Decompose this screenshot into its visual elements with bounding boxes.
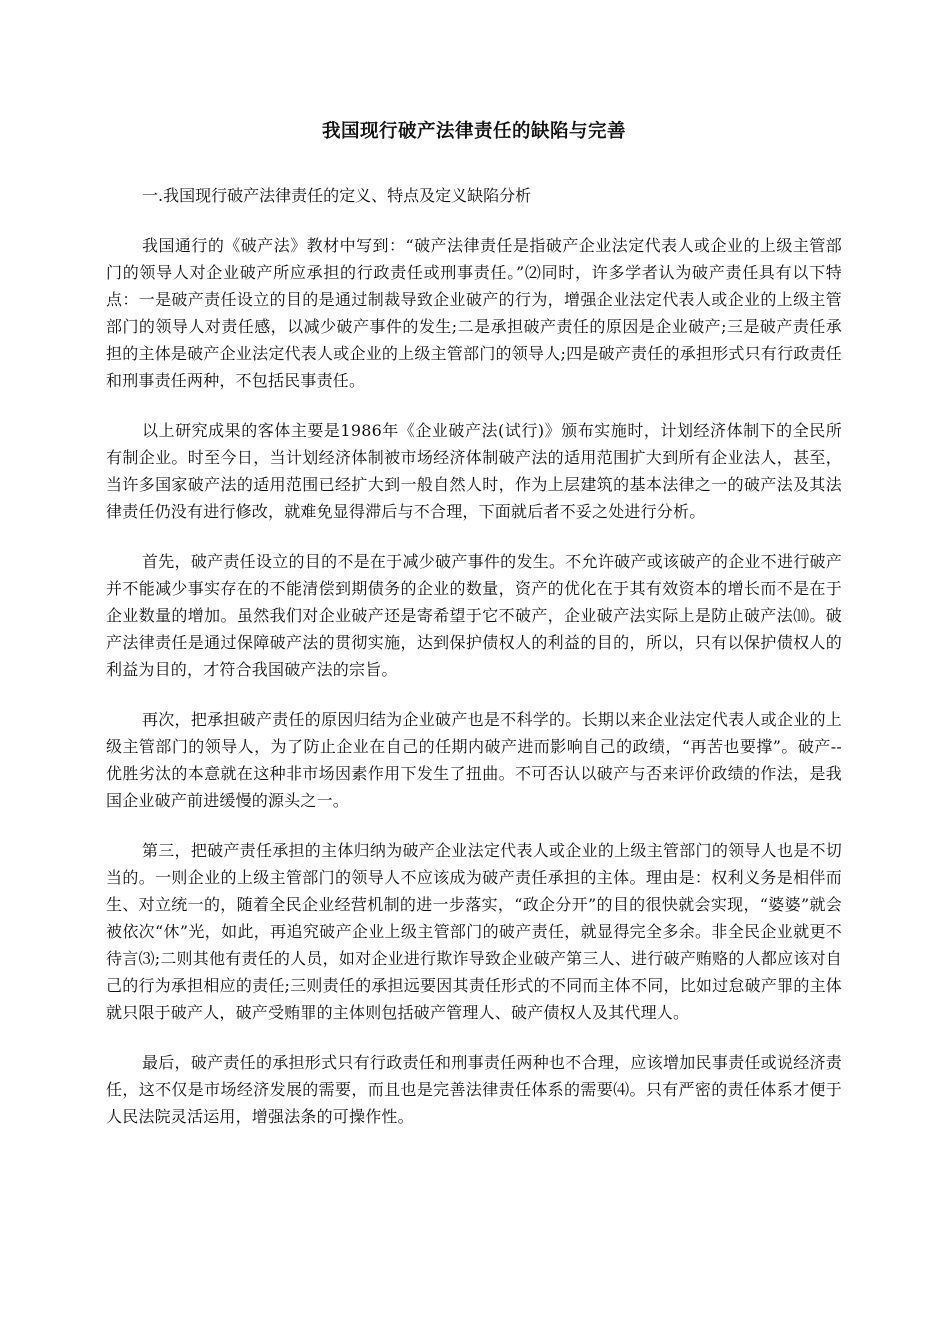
document-title: 我国现行破产法律责任的缺陷与完善	[321, 121, 626, 142]
paragraph-first-point: 首先，破产责任设立的目的不是在于减少破产事件的发生。不允许破产或该破产的企业不进行破产并不能减少事实存在的不能清偿到期债务的企业的数量，资产的优化在于其有效资本的增长而不是在于企业数量的增加。虽然我们对企业破产还是寄希望于它不破产，企业破产法实际上是防止破产法⑽。破产法律责任是通过保障破产法的贯彻实施，达到保护债权人的利益的目的，所以，只有以保护债权人的利益为目的，才符合我国破产法的宗旨。	[106, 552, 842, 679]
paragraph-last-point: 最后，破产责任的承担形式只有行政责任和刑事责任两种也不合理，应该增加民事责任或说经济责任，这不仅是市场经济发展的需要，而且也是完善法律责任体系的需要⑷。只有严密的责任体系才便于人民法院灵活运用，增强法条的可操作性。	[106, 1053, 842, 1126]
paragraph-second-point: 再次，把承担破产责任的原因归结为企业破产也是不科学的。长期以来企业法定代表人或企业的上级主管部门的领导人，为了防止企业在自己的任期内破产进而影响自己的政绩，“再苦也要撑”。破产--优胜劣汰的本意就在这种非市场因素作用下发生了扭曲。不可否认以破产与否来评价政绩的作法，是我国企业破产前进缓慢的源头之一。	[106, 710, 842, 810]
document-page	[106, 118, 842, 1153]
section-heading: 一.我国现行破产法律责任的定义、特点及定义缺陷分析	[142, 186, 532, 205]
paragraph-background: 以上研究成果的客体主要是1986年《企业破产法(试行)》颁布实施时，计划经济体制下的全民所有制企业。时至今日，当计划经济体制被市场经济体制破产法的适用范围扩大到所有企业法人，甚至，当许多国家破产法的适用范围已经扩大到一般自然人时，作为上层建筑的基本法律之一的破产法及其法律责任仍没有进行修改，就难免显得滞后与不合理，下面就后者不妥之处进行分析。	[106, 421, 842, 521]
paragraph-third-point: 第三，把破产责任承担的主体归纳为破产企业法定代表人或企业的上级主管部门的领导人也是不切当的。一则企业的上级主管部门的领导人不应该成为破产责任承担的主体。理由是：权利义务是相伴而生、对立统一的，随着全民企业经营机制的进一步落实，“政企分开”的目的很快就会实现，“婆婆”就会被依次“休”光，如此，再追究破产企业上级主管部门的破产责任，就显得完全多余。非全民企业就更不待言⑶;二则其他有责任的人员，如对企业进行欺诈导致企业破产第三人、进行破产贿赂的人都应该对自己的行为承担相应的责任;三则责任的承担远要因其责任形式的不同而主体不同，比如过怠破产罪的主体就只限于破产人，破产受贿罪的主体则包括破产管理人、破产债权人及其代理人。	[106, 841, 842, 1022]
paragraph-definition: 我国通行的《破产法》教材中写到：“破产法律责任是指破产企业法定代表人或企业的上级主管部门的领导人对企业破产所应承担的行政责任或刑事责任。”⑵同时，许多学者认为破产责任具有以下特点：一是破产责任设立的目的是通过制裁导致企业破产的行为，增强企业法定代表人或企业的上级主管部门的领导人对责任感，以减少破产事件的发生;二是承担破产责任的原因是企业破产;三是破产责任承担的主体是破产企业法定代表人或企业的上级主管部门的领导人;四是破产责任的承担形式只有行政责任和刑事责任两种，不包括民事责任。	[106, 236, 842, 390]
